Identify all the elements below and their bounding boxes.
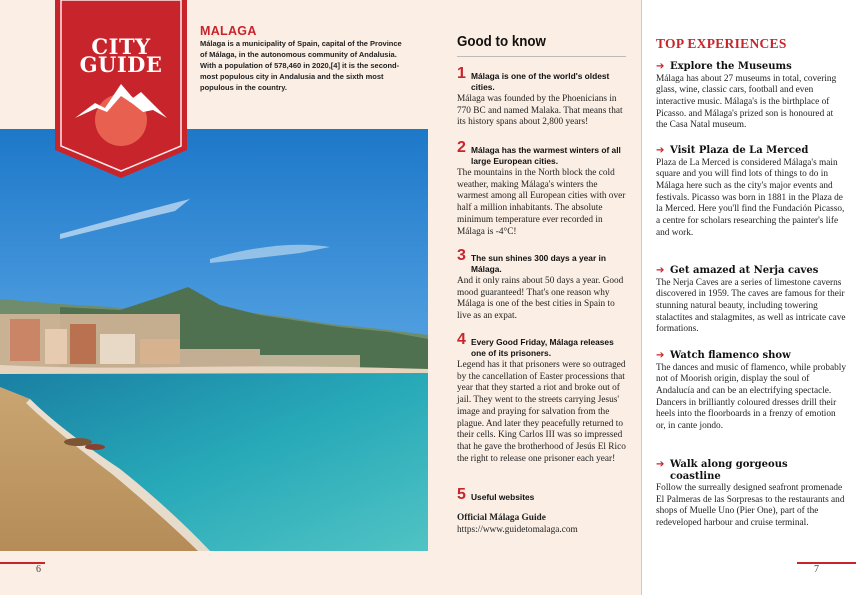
arrow-right-icon: ➔	[656, 350, 665, 361]
intro-text: Málaga is a municipality of Spain, capital of the Province of Málaga, in the autonomous community of Andalusia. With a population of 578,460 in 2020,[4] it is the second-most populous city in Andalusia and the sixth most populous in the country.	[200, 39, 402, 92]
badge-shape	[55, 0, 187, 178]
experience-item	[656, 145, 846, 239]
fact-heading: Málaga is one of the world's oldest cities.	[471, 71, 610, 92]
experience-item	[656, 459, 846, 530]
fact-heading: The sun shines 300 days a year in Málaga.	[471, 253, 606, 274]
experience-body: The Nerja Caves are a series of limestone caverns discovered in 1959. The caves are famous for their stunning natural beauty, including towering stalactites and stalagmites, as well as intricate cave formations.	[656, 277, 846, 335]
fact-heading: Málaga has the warmest winters of all large European cities.	[471, 145, 621, 166]
divider	[457, 56, 626, 57]
experience-item	[656, 61, 846, 132]
experience-body: Follow the surreally designed seafront promenade El Palmeras de las Sorpresas to the restaurants and shops of Muelle Uno (Pier One), part of the redeveloped harbour and cruise terminal.	[656, 483, 845, 529]
experience-item	[656, 265, 846, 336]
website-title: Official Málaga Guide	[457, 513, 546, 523]
experience-heading: Get amazed at Nerja caves	[670, 265, 819, 276]
fact-body: The mountains in the North block the cold weather, making Málaga's winters the warmest among all European cities with over half a million inhabitants. The absolute minimum temperature ever recorded in Málaga is -4°C!	[457, 168, 626, 237]
fact-number: 3	[457, 247, 466, 264]
fact-number: 2	[457, 139, 466, 156]
useful-websites	[457, 513, 629, 536]
arrow-right-icon: ➔	[656, 459, 665, 470]
experience-body: Plaza de La Merced is considered Málaga's main square and you will find lots of things to do in Málaga here such as the city's major events and festivals. Picasso was born in 1881 in the Plaza de la Merced. Here you'll find the Fundación Picasso, a centre for scholars researching the painter's life and work.	[656, 157, 845, 238]
experience-heading: Walk along gorgeous coastline	[670, 459, 788, 482]
experience-heading: Watch flamenco show	[670, 350, 791, 361]
badge-title-line1: CITY	[91, 34, 151, 59]
malaga-beach-illustration	[0, 129, 428, 551]
beach-photo	[0, 129, 428, 551]
top-experiences-title: TOP EXPERIENCES	[656, 36, 787, 51]
badge-title-line2: GUIDE	[79, 52, 163, 77]
fact-item	[457, 65, 629, 129]
experience-body: The dances and music of flamenco, while probably not of Moorish origin, display the soul of Andalucía and can be an electrifying spectacle. Dancers in brilliantly coloured dresses drill their heels into the floorboards in a frenzy of emotion or, in cante jondo.	[656, 362, 847, 432]
fact-number: 1	[457, 65, 466, 82]
fact-item	[457, 139, 629, 238]
city-guide-badge	[55, 0, 187, 178]
fact-heading: Useful websites	[471, 492, 535, 502]
page-number-rule	[797, 562, 856, 564]
fact-item	[457, 247, 629, 323]
intro-title: MALAGA	[200, 24, 257, 38]
fact-body: Málaga was founded by the Phoenicians in 770 BC and named Malaka. That means that its history spans about 2,800 years!	[457, 94, 623, 128]
right-page	[641, 0, 856, 595]
fact-body: Legend has it that prisoners were so outraged by the cancellation of Easter processions that year that they started a riot and broke out of jail. They went to the streets carrying Jesus' image and praying for salvation from the plague. And later they peacefully returned to their cells. King Carlos III was so impressed that he gave the brotherhood of Jesús El Rico the right to release one prisoner each year!	[457, 360, 626, 464]
page-number-left: 6	[36, 564, 41, 575]
fact-item	[457, 331, 629, 465]
good-to-know-title: Good to know	[457, 34, 546, 50]
page-number-right: 7	[814, 564, 819, 575]
fact-number: 4	[457, 331, 466, 348]
arrow-right-icon: ➔	[656, 145, 665, 156]
experience-heading: Visit Plaza de La Merced	[670, 145, 809, 156]
arrow-right-icon: ➔	[656, 265, 665, 276]
experience-body: Málaga has about 27 museums in total, covering glass, wine, classic cars, football and even interactive music. Málaga's is the birthplace of Picasso. and Málaga's prized son is honoured at the Casa Natal museum.	[656, 73, 837, 131]
fact-heading: Every Good Friday, Málaga releases one of its prisoners.	[471, 337, 614, 358]
fact-item	[457, 486, 629, 536]
website-link[interactable]: https://www.guidetomalaga.com	[457, 524, 578, 535]
fact-body: And it only rains about 50 days a year. Good mood guaranteed! That's one reason why Málaga is one of the best cities in Spain to live as an expat.	[457, 276, 624, 322]
experience-item	[656, 350, 846, 433]
arrow-right-icon: ➔	[656, 61, 665, 72]
experience-heading: Explore the Museums	[670, 61, 792, 72]
fact-number: 5	[457, 486, 466, 503]
